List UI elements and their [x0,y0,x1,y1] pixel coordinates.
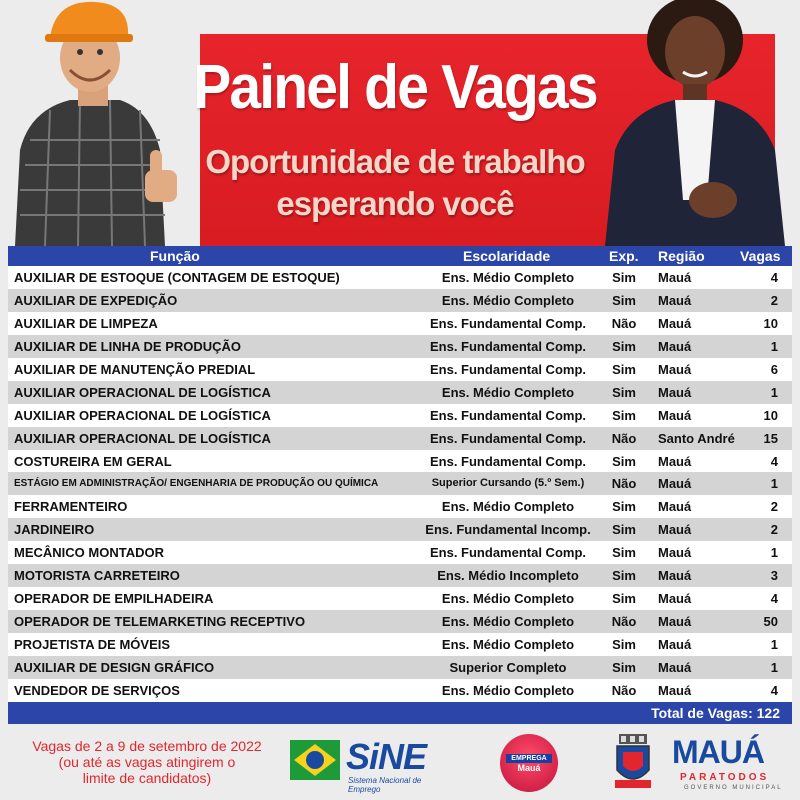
cell-escolaridade: Ens. Médio Completo [441,499,575,515]
sine-name: SiNE [346,736,427,777]
table-row [8,427,792,450]
cell-regiao: Mauá [658,361,692,377]
cell-funcao: AUXILIAR DE DESIGN GRÁFICO [14,659,215,675]
cell-exp: Não [611,476,637,492]
cell-regiao: Mauá [658,292,692,308]
column-header-regiao: Região [658,248,705,264]
cell-exp: Sim [612,659,636,675]
period-line-3: limite de candidatos) [82,770,212,786]
table-row [8,495,792,518]
cell-funcao: AUXILIAR OPERACIONAL DE LOGÍSTICA [14,384,271,400]
cell-escolaridade: Ens. Fundamental Comp. [429,453,586,469]
cell-exp: Sim [612,545,636,561]
cell-vagas: 15 [763,430,778,446]
cell-vagas: 1 [770,659,778,675]
table-row [8,518,792,541]
cell-regiao: Mauá [658,522,692,538]
cell-escolaridade: Ens. Fundamental Comp. [429,361,586,377]
footer [0,728,800,800]
cell-exp: Sim [612,292,636,308]
cell-vagas: 1 [770,384,778,400]
cell-exp: Sim [612,499,636,515]
cell-regiao: Mauá [658,476,692,492]
cell-exp: Sim [612,270,636,285]
cell-funcao: AUXILIAR DE LINHA DE PRODUÇÃO [14,338,242,354]
emprega-city: Mauá [517,763,541,773]
sine-subtitle: Sistema Nacional de Emprego [348,776,422,794]
cell-vagas: 4 [770,453,778,469]
emprega-label: EMPREGA [506,754,552,763]
cell-vagas: 4 [770,270,778,285]
cell-escolaridade: Superior Cursando (5.º Sem.) [431,477,585,490]
table-row [8,450,792,473]
cell-funcao: AUXILIAR OPERACIONAL DE LOGÍSTICA [14,407,271,423]
cell-funcao: MECÂNICO MONTADOR [14,545,164,561]
table-row [8,587,792,610]
cell-vagas: 10 [763,407,778,423]
cell-escolaridade: Ens. Fundamental Comp. [429,315,586,331]
cell-escolaridade: Ens. Médio Completo [441,270,575,285]
cell-regiao: Mauá [658,591,692,607]
maua-para-todos-logo [672,734,784,794]
emprega-maua-logo [500,734,558,792]
maua-tagline: PARATODOS [680,772,770,783]
page-title: Painel de Vagas [193,53,597,122]
table-row [8,404,792,427]
cell-funcao: AUXILIAR OPERACIONAL DE LOGÍSTICA [14,430,271,446]
cell-exp: Sim [612,338,636,354]
table-row [8,679,792,702]
cell-exp: Sim [612,591,636,607]
cell-escolaridade: Ens. Fundamental Comp. [429,430,586,446]
column-header-funcao: Função [150,248,200,264]
table-row [8,610,792,633]
cell-vagas: 3 [770,568,778,584]
cell-funcao: AUXILIAR DE ESTOQUE (CONTAGEM DE ESTOQUE) [14,270,340,285]
cell-regiao: Mauá [658,315,692,331]
cell-escolaridade: Ens. Médio Incompleto [437,568,579,584]
cell-regiao: Mauá [658,659,692,675]
cell-regiao: Mauá [658,407,692,423]
table-header [8,246,792,266]
column-header-escolaridade: Escolaridade [463,248,551,264]
cell-regiao: Mauá [658,568,692,584]
cell-regiao: Mauá [658,338,692,354]
cell-regiao: Mauá [658,270,692,285]
cell-funcao: JARDINEIRO [14,522,95,538]
cell-exp: Não [611,682,637,698]
table-row [8,335,792,358]
cell-exp: Sim [612,453,636,469]
cell-regiao: Mauá [658,453,692,469]
cell-regiao: Mauá [658,545,692,561]
cell-vagas: 10 [763,315,778,331]
cell-vagas: 2 [770,499,778,515]
cell-vagas: 2 [770,522,778,538]
subtitle-line-2: esperando você [276,185,514,222]
municipal-coat-of-arms-icon [613,732,653,792]
cell-funcao: AUXILIAR DE EXPEDIÇÃO [14,292,178,308]
cell-escolaridade: Ens. Médio Completo [441,591,575,607]
total-vacancies: Total de Vagas: 122 [651,704,780,721]
cell-vagas: 4 [770,591,778,607]
cell-exp: Sim [612,384,636,400]
cell-escolaridade: Ens. Fundamental Comp. [429,545,586,561]
job-openings-table [8,246,792,724]
cell-exp: Sim [612,361,636,377]
cell-escolaridade: Ens. Fundamental Incomp. [425,522,591,538]
table-row [8,564,792,587]
cell-exp: Não [611,430,637,446]
cell-exp: Sim [612,568,636,584]
cell-funcao: FERRAMENTEIRO [14,499,128,515]
table-row [8,472,792,495]
cell-exp: Não [611,315,637,331]
table-row [8,289,792,312]
cell-regiao: Mauá [658,637,692,652]
column-header-exp: Exp. [609,248,639,264]
cell-escolaridade: Ens. Fundamental Comp. [429,407,586,423]
cell-escolaridade: Ens. Médio Completo [441,637,575,652]
maua-government-label: GOVERNO MUNICIPAL [684,785,783,791]
subtitle-line-1: Oportunidade de trabalho [205,143,585,180]
table-row [8,633,792,656]
cell-exp: Sim [612,522,636,538]
table-row [8,541,792,564]
header [0,0,800,246]
cell-escolaridade: Ens. Médio Completo [441,292,575,308]
cell-funcao: OPERADOR DE EMPILHADEIRA [14,591,214,607]
cell-escolaridade: Superior Completo [449,659,567,675]
cell-escolaridade: Ens. Médio Completo [441,614,575,630]
cell-vagas: 6 [770,361,778,377]
column-header-vagas: Vagas [740,248,781,264]
cell-escolaridade: Ens. Médio Completo [441,682,575,698]
period-line-1: Vagas de 2 a 9 de setembro de 2022 [32,738,262,754]
cell-escolaridade: Ens. Fundamental Comp. [429,338,586,354]
cell-escolaridade: Ens. Médio Completo [441,384,575,400]
cell-exp: Não [611,614,637,630]
table-row [8,358,792,381]
cell-vagas: 1 [770,637,778,652]
table-row [8,656,792,679]
cell-funcao: AUXILIAR DE LIMPEZA [14,315,158,331]
table-row [8,266,792,289]
vacancy-period-note [22,738,272,786]
cell-exp: Sim [612,637,636,652]
cell-vagas: 4 [770,682,778,698]
cell-vagas: 1 [770,476,778,492]
cell-funcao: VENDEDOR DE SERVIÇOS [14,682,180,698]
brazil-flag-icon [290,736,340,784]
cell-regiao: Mauá [658,384,692,400]
period-line-2: (ou até as vagas atingirem o [58,754,236,770]
cell-exp: Sim [612,407,636,423]
cell-funcao: MOTORISTA CARRETEIRO [14,568,180,584]
cell-vagas: 1 [770,545,778,561]
cell-vagas: 1 [770,338,778,354]
cell-funcao: AUXILIAR DE MANUTENÇÃO PREDIAL [14,361,256,377]
cell-regiao: Mauá [658,614,692,630]
cell-funcao: COSTUREIRA EM GERAL [14,453,172,469]
cell-vagas: 50 [763,614,778,630]
cell-funcao: PROJETISTA DE MÓVEIS [14,637,171,652]
cell-regiao: Santo André [658,430,735,446]
cell-funcao: OPERADOR DE TELEMARKETING RECEPTIVO [14,614,306,630]
cell-vagas: 2 [770,292,778,308]
maua-wordmark: MAUÁ [672,734,764,770]
table-footer [8,702,792,724]
cell-regiao: Mauá [658,682,692,698]
table-row [8,312,792,335]
sine-logo [290,736,450,792]
cell-regiao: Mauá [658,499,692,515]
cell-funcao: ESTÁGIO EM ADMINISTRAÇÃO/ ENGENHARIA DE PRODUÇÃO OU QUÍMICA [14,478,379,490]
table-row [8,381,792,404]
